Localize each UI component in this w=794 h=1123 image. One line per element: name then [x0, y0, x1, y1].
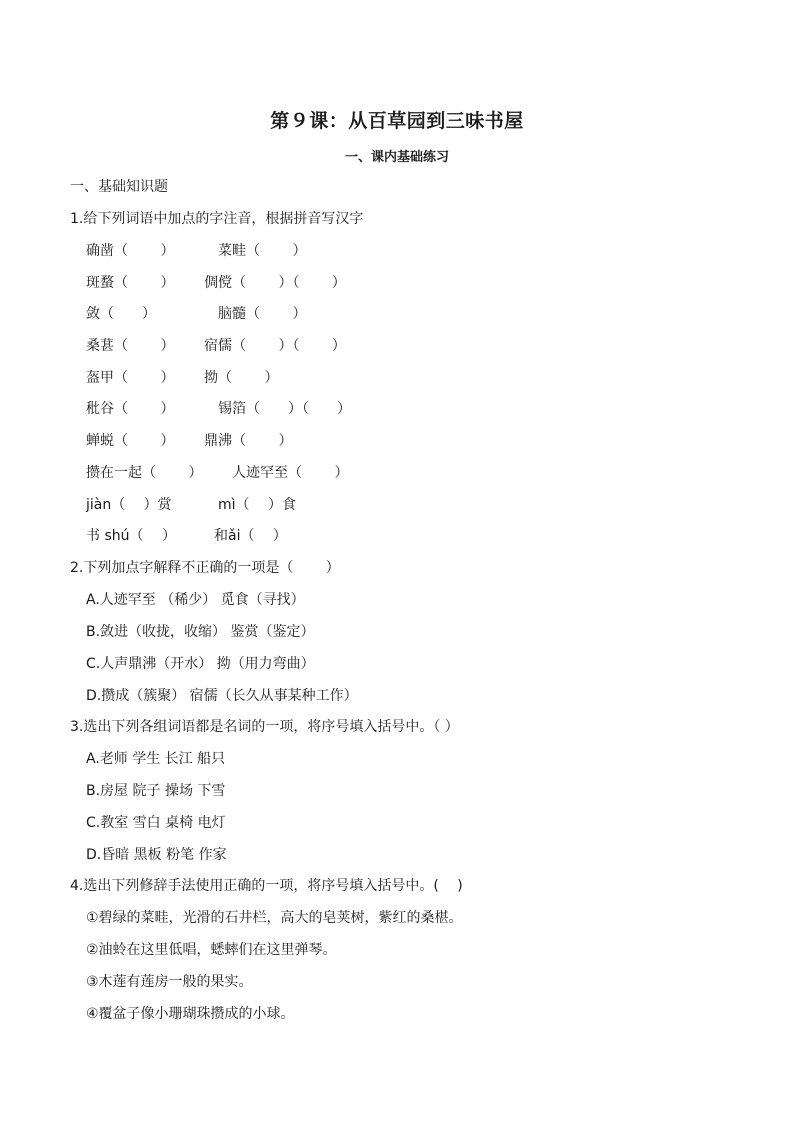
word-item: 人迹罕至（ ） — [232, 465, 349, 481]
question-4-option-1: ①碧绿的菜畦，光滑的石井栏，高大的皂荚树，紫红的桑椹。 — [86, 910, 463, 926]
word-item: 倜傥（ ）（ ） — [204, 275, 346, 291]
question-2-stem: 2.下列加点字解释不正确的一项是（ ） — [70, 560, 340, 576]
question-3-option-c: C.教室 雪白 桌椅 电灯 — [86, 815, 226, 831]
word-item: jiàn（ ）赏 — [86, 497, 172, 513]
question-2-option-b: B.敛进（收拢，收缩） 鉴赏（鉴定） — [86, 624, 315, 640]
word-item: 斑蝥（ ） — [86, 275, 175, 291]
question-1-stem: 1.给下列词语中加点的字注音，根据拼音写汉字 — [70, 211, 364, 227]
question-2-option-a: A.人迹罕至 （稀少） 觅食（寻找） — [86, 592, 305, 608]
section-heading: 一、基础知识题 — [70, 179, 168, 195]
word-item: 确凿（ ） — [86, 243, 175, 259]
word-item: 桑葚（ ） — [86, 338, 175, 354]
word-item: 宿儒（ ）（ ） — [204, 338, 346, 354]
question-2-option-c: C.人声鼎沸（开水） 拗（用力弯曲） — [86, 656, 315, 672]
word-item: 秕谷（ ） — [86, 401, 175, 417]
question-3-stem: 3.选出下列各组词语都是名词的一项，将序号填入括号中。（ ） — [70, 719, 459, 735]
word-item: 菜畦（ ） — [218, 243, 307, 259]
question-4-option-4: ④覆盆子像小珊瑚珠攒成的小球。 — [86, 1006, 295, 1022]
word-item: 和ǎi（ ） — [214, 528, 287, 544]
page-title: 第９课：从百草园到三味书屋 — [270, 110, 524, 132]
question-3-option-b: B.房屋 院子 操场 下雪 — [86, 783, 226, 799]
word-item: 盔甲（ ） — [86, 370, 175, 386]
word-item: 蝉蜕（ ） — [86, 433, 175, 449]
question-3-option-d: D.昏暗 黑板 粉笔 作家 — [86, 847, 227, 863]
question-3-option-a: A.老师 学生 长江 船只 — [86, 751, 226, 767]
question-4-option-2: ②油蛉在这里低唱，蟋蟀们在这里弹琴。 — [86, 942, 337, 958]
word-item: 鼎沸（ ） — [204, 433, 293, 449]
word-item: 脑髓（ ） — [218, 306, 307, 322]
word-item: 书 shú（ ） — [86, 528, 176, 544]
word-item: 锡箔（ ）（ ） — [218, 401, 351, 417]
question-4-stem: 4.选出下列修辞手法使用正确的一项，将序号填入括号中。( ) — [70, 878, 463, 894]
word-item: mì（ ）食 — [218, 497, 296, 513]
word-item: 攒在一起（ ） — [86, 465, 203, 481]
page-subtitle: 一、课内基础练习 — [344, 150, 449, 165]
question-2-option-d: D.攒成（簇聚） 宿儒（长久从事某种工作） — [86, 688, 358, 704]
word-item: 拗（ ） — [204, 370, 279, 386]
question-4-option-3: ③木莲有莲房一般的果实。 — [86, 974, 253, 990]
word-item: 敛（ ） — [86, 306, 156, 322]
